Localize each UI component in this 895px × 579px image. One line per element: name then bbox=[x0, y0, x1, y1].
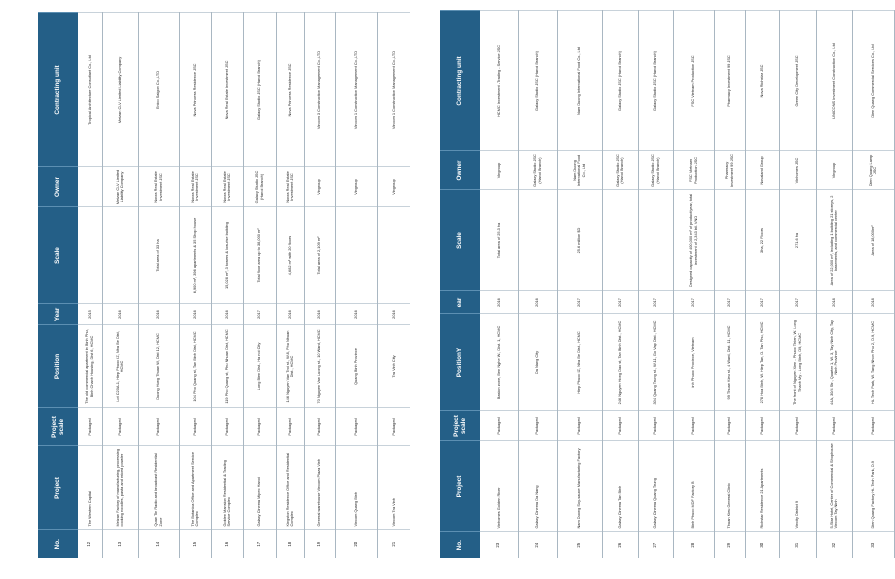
cell-position: 278 Hoa Binh, W. Hiep Tan, D. Tan Phu, HCMC bbox=[745, 314, 779, 411]
cell-project: Meizan Factory of manufacturing, processing cooking noodles, pasta and mixed powder bbox=[102, 446, 138, 530]
cell-contractor: Galaxy Studio JSC (Hanoi Branch) bbox=[518, 11, 557, 151]
column-header-year: ear bbox=[440, 291, 480, 314]
table-right-header bbox=[440, 11, 480, 558]
table-row bbox=[518, 11, 557, 558]
cell-owner: Vingroup bbox=[377, 167, 411, 207]
table-row bbox=[557, 11, 602, 558]
cell-pscale: Packaged bbox=[557, 411, 602, 441]
cell-contractor: Vincom 1 Construction Management Co.,LTD bbox=[377, 13, 411, 167]
cell-no: 18 bbox=[276, 530, 304, 558]
cell-project: Galaxy Cinema Tan Binh bbox=[602, 441, 638, 532]
cell-position: Basion zone, Ben Nghe W., Dist. 1, HCMC bbox=[480, 314, 518, 411]
cell-pscale: Packaged bbox=[335, 408, 377, 446]
cell-scale bbox=[714, 190, 745, 291]
cell-contractor: HCMC Investment -Trading - Service JSC bbox=[480, 11, 518, 151]
cell-scale: 4,682 m² with 20 floors bbox=[276, 207, 304, 304]
cell-project: 5-Star Hotel, Center of Commercial & Shophouse Vincom Tay Ninh bbox=[816, 441, 852, 532]
cell-owner: Novra Real Estate Investment JSC bbox=[211, 167, 243, 207]
cell-owner: Pharmacy Investment 99 JSC bbox=[714, 151, 745, 190]
cell-scale: 25.6 million $D bbox=[557, 190, 602, 291]
cell-year: 2017 bbox=[638, 291, 673, 314]
cell-year: 2018 bbox=[852, 291, 894, 314]
cell-scale bbox=[638, 190, 673, 291]
cell-project: Vincom Tra Vinh bbox=[377, 446, 411, 530]
cell-contractor: Nova Real Estate Investment JSC bbox=[211, 13, 243, 167]
cell-contractor: Galaxy Studio JSC (Hanoi Branch) bbox=[243, 13, 276, 167]
table-row bbox=[304, 13, 335, 558]
column-header-position: PositionY bbox=[440, 314, 480, 411]
cell-year: 2016 bbox=[480, 291, 518, 314]
cell-scale bbox=[518, 190, 557, 291]
cell-no: 14 bbox=[138, 530, 179, 558]
column-header-no: No. bbox=[38, 530, 78, 558]
cell-no: 25 bbox=[557, 532, 602, 558]
cell-owner: Vingroup bbox=[480, 151, 518, 190]
page-right bbox=[410, 0, 877, 579]
cell-contractor: Vincom 1 Construction Management Co.,LTD bbox=[335, 13, 377, 167]
column-header-owner: Owner bbox=[440, 151, 480, 190]
cell-year: 2016 bbox=[102, 304, 138, 325]
cell-pscale: Packaged bbox=[816, 411, 852, 441]
cell-no: 26 bbox=[602, 532, 638, 558]
cell-position: Tra Vinh City bbox=[377, 325, 411, 408]
cell-pscale: Packaged bbox=[138, 408, 179, 446]
cell-no: 29 bbox=[714, 532, 745, 558]
cell-owner: Vingroup bbox=[335, 167, 377, 207]
cell-year: 2016 bbox=[179, 304, 211, 325]
cell-year: 2017 bbox=[243, 304, 276, 325]
cell-project: Golden Mansion Residential & Trading Service Complex bbox=[211, 446, 243, 530]
cell-year: 2016 bbox=[335, 304, 377, 325]
cell-project: Vincom Quang Binh bbox=[335, 446, 377, 530]
cell-project: Kingston Residence Office and Residential Complex bbox=[276, 446, 304, 530]
cell-year: 2017 bbox=[602, 291, 638, 314]
cell-pscale: Packaged bbox=[179, 408, 211, 446]
column-header-scale: Scale bbox=[440, 190, 480, 291]
cell-project: Dien Quang Factory Hi- Tech Park, D.9 bbox=[852, 441, 894, 532]
cell-pscale: Packaged bbox=[602, 411, 638, 441]
cell-no: 32 bbox=[816, 532, 852, 558]
cell-owner: Vinhomes JSC bbox=[779, 151, 816, 190]
column-header-project: Project bbox=[440, 441, 480, 532]
cell-position: 99 Thuan Kieu st., 4 Ward, Dist. 11, HCMC bbox=[714, 314, 745, 411]
cell-year: 2017 bbox=[673, 291, 714, 314]
cell-pscale: Packaged bbox=[779, 411, 816, 441]
cell-owner: Vingroup bbox=[304, 167, 335, 207]
cell-no: 15 bbox=[179, 530, 211, 558]
cell-scale: 15,028 m², 3 towers & low-rise building bbox=[211, 207, 243, 304]
cell-pscale: Packaged bbox=[276, 408, 304, 446]
cell-owner: Novra Real Estate Investment JSC bbox=[179, 167, 211, 207]
cell-position: The old commercial apartment in Binh Phu, Binh Chanh Housing, Dist 6, HCMC bbox=[78, 325, 102, 408]
cell-pscale: Packaged bbox=[518, 411, 557, 441]
cell-year: 2017 bbox=[557, 291, 602, 314]
cell-year: 2016 bbox=[276, 304, 304, 325]
cell-contractor: Nam Duong International Food Co., Ltd bbox=[557, 11, 602, 151]
cell-no: 30 bbox=[745, 532, 779, 558]
table-row bbox=[673, 11, 714, 558]
cell-pscale: Packaged bbox=[304, 408, 335, 446]
cell-owner: Novaland Group bbox=[745, 151, 779, 190]
cell-owner: Meizan CLV Limited Liability Company bbox=[102, 167, 138, 207]
table-left-body bbox=[78, 13, 467, 558]
cell-position: 246 Nguyen Hong Dao st, Tan Binh Dist., HCMC bbox=[602, 314, 638, 411]
cell-owner: Galaxy Studio JSC (Hanoi Branch) bbox=[518, 151, 557, 190]
cell-year: 2017 bbox=[745, 291, 779, 314]
cell-no: 19 bbox=[304, 530, 335, 558]
column-header-contractor: Contracting unit bbox=[440, 11, 480, 151]
column-header-project: Project bbox=[38, 446, 78, 530]
cell-owner: FSC Vietnam Production JSC bbox=[673, 151, 714, 190]
cell-contractor: Galaxy Studio JSC (Hanoi Branch) bbox=[638, 11, 673, 151]
cell-pscale: Packaged bbox=[211, 408, 243, 446]
cell-no: 23 bbox=[480, 532, 518, 558]
table-row bbox=[335, 13, 377, 558]
cell-project: The Western Capital bbox=[78, 446, 102, 530]
table-row bbox=[714, 11, 745, 558]
table-right-body bbox=[480, 11, 894, 558]
cell-contractor: UNICONS Investment Construction Co., Ltd bbox=[816, 11, 852, 151]
table-row bbox=[243, 13, 276, 558]
cell-project: Galaxy Cinema Quang Trung bbox=[638, 441, 673, 532]
cell-pscale: Packaged bbox=[673, 411, 714, 441]
cell-position: Lot C20A-1, Hiep Phuoc IZ, Nha Be Dist, HCMC bbox=[102, 325, 138, 408]
cell-owner bbox=[78, 167, 102, 207]
cell-scale bbox=[602, 190, 638, 291]
cell-pscale: Packaged bbox=[638, 411, 673, 441]
cell-scale bbox=[78, 207, 102, 304]
cell-year: 2017 bbox=[779, 291, 816, 314]
cell-scale: 271.6 ha bbox=[779, 190, 816, 291]
cell-no: 33 bbox=[852, 532, 894, 558]
cell-scale: 3ha, 22 Floors bbox=[745, 190, 779, 291]
cell-year: 2016 bbox=[304, 304, 335, 325]
cell-contractor: Vincom 3 Construction Management Co.,LTD bbox=[304, 13, 335, 167]
column-header-year: Year bbox=[38, 304, 78, 325]
cell-project: Galaxy Cinema Mipec Hanoi bbox=[243, 446, 276, 530]
cell-position: 104 Pho Quang st, Tan Binh Dist, HCMC bbox=[179, 325, 211, 408]
cell-no: 24 bbox=[518, 532, 557, 558]
cell-no: 12 bbox=[78, 530, 102, 558]
cell-owner: Novra Real Estate Investment JSC bbox=[276, 167, 304, 207]
cell-project: Vinhomes Golden River bbox=[480, 441, 518, 532]
cell-contractor: Nova Richstar JSC bbox=[745, 11, 779, 151]
cell-no: 17 bbox=[243, 530, 276, 558]
cell-contractor: Galaxy Studio JSC (Hanoi Branch) bbox=[602, 11, 638, 151]
cell-year: 2018 bbox=[816, 291, 852, 314]
cell-scale: Total area of 2,109 m² bbox=[304, 207, 335, 304]
page-right-rotated bbox=[410, 0, 877, 579]
cell-contractor: Green City Development JSC bbox=[779, 11, 816, 151]
cell-pscale: Packaged bbox=[745, 411, 779, 441]
cell-no: 27 bbox=[638, 532, 673, 558]
cell-owner: Galaxy Studio JSC (Hanoi Branch) bbox=[638, 151, 673, 190]
cell-owner: Novra Real Estate Investment JSC bbox=[138, 167, 179, 207]
cell-scale: Designed capacity of 400,000 m² of product/year, total investment of 2,343 bil. VND bbox=[673, 190, 714, 291]
cell-contractor: Enico Saigon Co.,LTD bbox=[138, 13, 179, 167]
cell-position: Long Bien Dist., Ha noi City bbox=[243, 325, 276, 408]
table-row bbox=[779, 11, 816, 558]
cell-project: Quan Tin Radio and broadcast Residential Zone bbox=[138, 446, 179, 530]
cell-pscale: Packaged bbox=[852, 411, 894, 441]
table-row bbox=[276, 13, 304, 558]
cell-position: 304 Quang Trung st., W.11, Go Vap Dist., HCMC bbox=[638, 314, 673, 411]
table-row bbox=[102, 13, 138, 558]
cell-contractor: FSC Vietnam Production JSC bbox=[673, 11, 714, 151]
cell-year: 2016 bbox=[518, 291, 557, 314]
cell-project: The Botanica Office and Apartment Service Complex bbox=[179, 446, 211, 530]
cell-no: 21 bbox=[377, 530, 411, 558]
table-row bbox=[602, 11, 638, 558]
cell-owner: Galaxy Studio JSC (Hanoi Branch) bbox=[602, 151, 638, 190]
cell-project: Galaxy Cinema Da Nang bbox=[518, 441, 557, 532]
table-row bbox=[816, 11, 852, 558]
table-row bbox=[377, 13, 411, 558]
column-header-pscale: Project scale bbox=[38, 408, 78, 446]
cell-no: 31 bbox=[779, 532, 816, 558]
cell-scale bbox=[335, 207, 377, 304]
cell-scale: Total area of 25.3 ha bbox=[480, 190, 518, 291]
cell-year: 2016 bbox=[138, 304, 179, 325]
table-right bbox=[440, 11, 895, 559]
cell-pscale: Packaged bbox=[78, 408, 102, 446]
cell-contractor: Dien Quang Commercial Services Co., Ltd bbox=[852, 11, 894, 151]
cell-position: 44A, 30/4 Str., Quarter 1, W. 3, Tay Ninh City, Tay Ninh Province bbox=[816, 314, 852, 411]
cell-pscale: Packaged bbox=[102, 408, 138, 446]
cell-project: Thuan Kieu General Clinic bbox=[714, 441, 745, 532]
cell-no: 28 bbox=[673, 532, 714, 558]
cell-no: 16 bbox=[211, 530, 243, 558]
cell-owner: Galaxy Studio JSC (Hanoi Branch) bbox=[243, 167, 276, 207]
cell-position: Hiep Phuoc IZ, Nha Be Dist., HCMC bbox=[557, 314, 602, 411]
table-row bbox=[638, 11, 673, 558]
column-header-position: Position bbox=[38, 325, 78, 408]
column-header-no: No. bbox=[440, 532, 480, 558]
column-header-scale: Scale bbox=[38, 207, 78, 304]
page-left bbox=[0, 0, 410, 579]
cell-contractor: Pharmacy Investment 99 JSC bbox=[714, 11, 745, 151]
table-row bbox=[211, 13, 243, 558]
cell-contractor: Tropical Architecture Consultant Co., Ltd bbox=[78, 13, 102, 167]
cell-owner: Vingroup bbox=[816, 151, 852, 190]
table-row bbox=[745, 11, 779, 558]
cell-scale: Area of 18,000m² bbox=[852, 190, 894, 291]
cell-project: Nam Duong Soy-sauce Manufacturing Factory bbox=[557, 441, 602, 532]
cell-year: 2016 bbox=[377, 304, 411, 325]
cell-project: Vincity District 9 bbox=[779, 441, 816, 532]
page-left-rotated bbox=[0, 0, 410, 579]
table-row bbox=[852, 11, 894, 558]
cell-contractor: Meizan CLV Limited Liability Company bbox=[102, 13, 138, 167]
cell-no: 13 bbox=[102, 530, 138, 558]
cell-scale: Total floor area up to 38,000 m² bbox=[243, 207, 276, 304]
cell-position: Hi- Tech Park, W. Tang Nhon Phu 2, D.9, HCMC bbox=[852, 314, 894, 411]
cell-position: Da Nang City bbox=[518, 314, 557, 411]
column-header-owner: Owner bbox=[38, 167, 78, 207]
cell-pscale: Packaged bbox=[243, 408, 276, 446]
cell-scale bbox=[102, 207, 138, 304]
table-row bbox=[480, 11, 518, 558]
cell-position: Quang Binh Province bbox=[335, 325, 377, 408]
cell-pscale: Packaged bbox=[480, 411, 518, 441]
cell-position: 146 Nguyen Van Troi st., W.8, Phu Nhuan Dist., HCMC bbox=[276, 325, 304, 408]
cell-scale: 6,900 m², 396 apartments & 35 Shop house bbox=[179, 207, 211, 304]
cell-owner: Nam Duong International Food Co., Ltd bbox=[557, 151, 602, 190]
cell-owner: Dien Quang Lamp JSC bbox=[852, 151, 894, 190]
column-header-pscale: Project scale bbox=[440, 411, 480, 441]
table-left-header bbox=[38, 13, 78, 558]
column-header-contractor: Contracting unit bbox=[38, 13, 78, 167]
table-left bbox=[38, 13, 468, 559]
table-row bbox=[78, 13, 102, 558]
cell-project: Richstar Residence 21 Apartments bbox=[745, 441, 779, 532]
cell-project: Binh Phuoc MDF Factory B bbox=[673, 441, 714, 532]
cell-scale bbox=[377, 207, 411, 304]
cell-contractor: Nova Princess Residence JSC bbox=[179, 13, 211, 167]
table-row bbox=[138, 13, 179, 558]
cell-position: inh Phuoc Province, Vietnam bbox=[673, 314, 714, 411]
cell-position: 119 Pho Quang st, Phu Nhuan Dist, HCMC bbox=[211, 325, 243, 408]
cell-pscale: Packaged bbox=[377, 408, 411, 446]
cell-position: The front of Nguyen Xien - Phuoc Thien, W. Long Thanh My - Long Binh, D9, HCMC bbox=[779, 314, 816, 411]
cell-contractor: Nova Princess Residence JSC bbox=[276, 13, 304, 167]
cell-scale: Total area of 33 ha bbox=[138, 207, 179, 304]
cell-year: 2015 bbox=[78, 304, 102, 325]
cell-year: 2017 bbox=[714, 291, 745, 314]
cell-no: 20 bbox=[335, 530, 377, 558]
cell-year: 2016 bbox=[211, 304, 243, 325]
cell-scale: Area of 22,000 m², including 1 building 21 storeys, 2 basements, and commercial center bbox=[816, 190, 852, 291]
table-row bbox=[179, 13, 211, 558]
cell-project: General warehouse Vincom Plaza Vinh bbox=[304, 446, 335, 530]
cell-position: Duong Hung Thuan W, Dist 12, HCMC bbox=[138, 325, 179, 408]
cell-pscale: Packaged bbox=[714, 411, 745, 441]
cell-position: 70 Nguyen Van Luong st., 10 Ward, HCMC bbox=[304, 325, 335, 408]
